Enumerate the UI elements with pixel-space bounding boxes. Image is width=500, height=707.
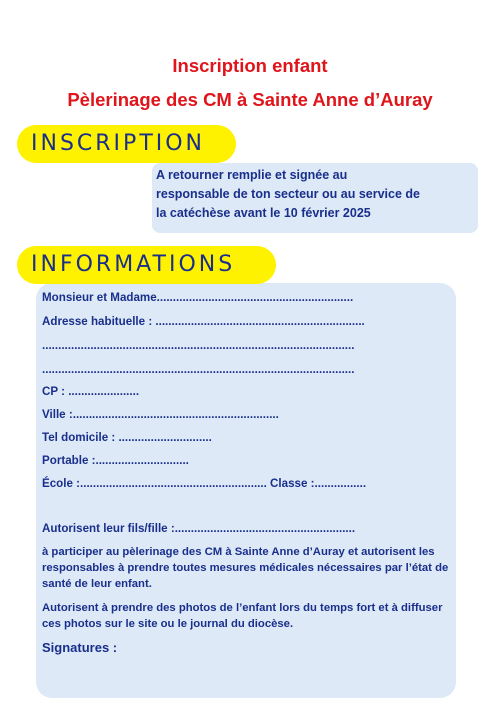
- field-cp[interactable]: CP : ......................: [42, 385, 140, 398]
- field-parents[interactable]: Monsieur et Madame.............................................................: [42, 291, 354, 304]
- field-address[interactable]: Adresse habituelle : .................................................................: [42, 315, 365, 328]
- field-ville[interactable]: Ville :................................................................: [42, 408, 279, 421]
- field-address-line3[interactable]: .................................................................................................: [42, 363, 355, 376]
- field-address-line2[interactable]: .................................................................................................: [42, 339, 355, 352]
- instruction-line: responsable de ton secteur ou au service de: [156, 187, 420, 201]
- page-subtitle: Pèlerinage des CM à Sainte Anne d’Auray: [67, 89, 433, 110]
- field-portable[interactable]: Portable :.............................: [42, 454, 189, 467]
- signatures-label: Signatures :: [42, 640, 118, 655]
- inscription-instructions: [156, 166, 420, 223]
- field-ecole-classe[interactable]: École :.......................................................... Classe :................: [42, 477, 367, 490]
- inscription-heading: INSCRIPTION: [17, 125, 236, 163]
- consent-photos: Autorisent à prendre des photos de l’enfant lors du temps fort et à diffuser ces photos sur le site ou le journal du diocèse.: [42, 602, 443, 630]
- instruction-line: la catéchèse avant le 10 février 2025: [156, 206, 371, 220]
- field-tel-domicile[interactable]: Tel domicile : .............................: [42, 431, 212, 444]
- consent-medical: à participer au pèlerinage des CM à Sainte Anne d’Auray et autorisent les responsables à prendre toutes mesures médicales nécessaires par l’état de santé de leur enfant.: [42, 546, 449, 590]
- informations-heading: INFORMATIONS: [17, 246, 276, 284]
- instruction-line: A retourner remplie et signée au: [156, 168, 348, 182]
- field-child-name[interactable]: Autorisent leur fils/fille :........................................................: [42, 522, 356, 535]
- page-title: Inscription enfant: [172, 55, 328, 76]
